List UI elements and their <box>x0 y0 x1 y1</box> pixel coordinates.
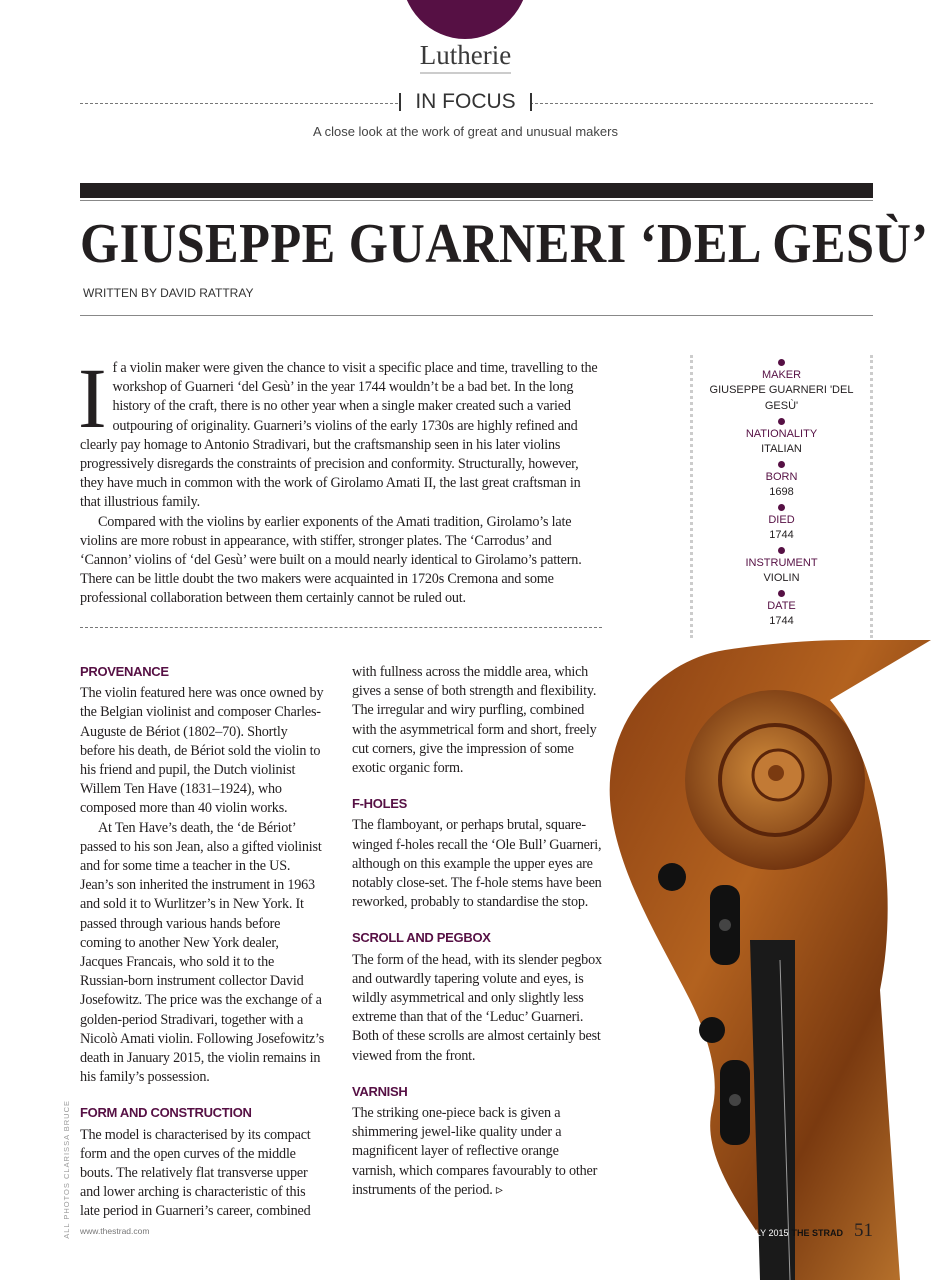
column-1 <box>80 662 324 1222</box>
section-title: Lutherie <box>0 40 931 71</box>
intro-paragraph: Compared with the violins by earlier exponents of the Amati tradition, Girolamo’s late violins are more robust in appearance, with stiffer, stronger plates. The ‘Carrodus’ and ‘Cannon’ violins of ‘del Gesù’ were built on a mould nearly identical to Girolamo’s pattern. There can be little doubt the two makers were acquainted in 1720s Cremona and some professional collaboration between them certainly cannot be ruled out. <box>80 513 582 607</box>
footer-url[interactable]: www.thestrad.com <box>80 1226 150 1236</box>
fact-label: INSTRUMENT <box>745 557 818 569</box>
page-number: 51 <box>854 1220 873 1241</box>
fact-label: MAKER <box>761 369 802 381</box>
fact-label: NATIONALITY <box>745 428 818 440</box>
bullet-icon <box>778 590 785 597</box>
divider <box>80 627 602 628</box>
fact-value: 1744 <box>769 615 794 627</box>
article-title: GIUSEPPE GUARNERI ‘DEL GESÙ’ <box>80 213 929 275</box>
fact-label: BORN <box>765 471 798 483</box>
bullet-icon <box>778 504 785 511</box>
intro <box>78 350 602 609</box>
fact-value: ITALIAN <box>761 443 802 455</box>
paragraph: The form of the head, with its slender pegbox and outwardly tapering volute and eyes, is wildly asymmetrical and only slightly less extreme than that of the ‘Leduc’ Guarneri. Both of these scrolls are almost certainly best viewed from the front. <box>352 951 602 1064</box>
paragraph: The violin featured here was once owned by the Belgian violinist and composer Charles-Auguste de Bériot (1802–70). Shortly before his death, de Bériot sold the violin to his friend and pupil, the Dutch violinist Willem Ten Have (1831–1924), who composed more than 40 violin works. <box>80 685 324 817</box>
fact-value: VIOLIN <box>763 572 800 584</box>
footer-folio <box>745 1220 873 1242</box>
paragraph: with fullness across the middle area, which gives a sense of both strength and flexibility. The irregular and wiry purfling, combined with the asymmetrical form and short, freely cut corners, give the impression of some exotic organic form. <box>352 664 597 777</box>
section-heading: SCROLL AND PEGBOX <box>352 930 491 946</box>
bullet-icon <box>778 359 785 366</box>
drop-cap: I <box>78 350 107 446</box>
divider <box>80 200 873 201</box>
divider <box>80 315 873 316</box>
fact-label: DATE <box>767 600 796 612</box>
fact-box <box>690 355 873 638</box>
bullet-icon <box>778 547 785 554</box>
column-2 <box>352 663 604 1200</box>
bullet-icon <box>778 461 785 468</box>
fact-value: GIUSEPPE GUARNERI 'DEL GESÙ' <box>709 384 854 412</box>
issue-date: JULY 2015 <box>744 1228 789 1238</box>
section-badge <box>401 0 529 39</box>
section-heading: F-HOLES <box>352 796 407 812</box>
paragraph: At Ten Have’s death, the ‘de Bériot’ passed to his son Jean, also a gifted violinist and for some time a teacher in the US. Jean’s son inherited the instrument in 1963 and sold it to Wurlitzer’s in New York. It passed through various hands before coming to another New York dealer, Jacques Francais, who sold it to the Russian-born instrument collector David Josefowitz. The price was the exchange of a golden-period Stradivari, together with a Nicolò Amati violin. Following Josefowitz’s death in January 2015, the violin remains in his family’s possession. <box>80 819 325 1086</box>
kicker: IN FOCUS <box>0 90 931 114</box>
magazine-name: THE STRAD <box>791 1228 843 1238</box>
paragraph: The flamboyant, or perhaps brutal, square-winged f-holes recall the ‘Ole Bull’ Guarneri, although on this example the upper eyes are notably close-set. The f-hole stems have been reworked, probably to standardise the stop. <box>352 817 602 911</box>
fact-value: 1698 <box>769 486 794 498</box>
section-heading: FORM AND CONSTRUCTION <box>80 1105 252 1121</box>
violin-scroll-photo <box>600 640 931 1280</box>
byline: WRITTEN BY DAVID RATTRAY <box>83 286 254 300</box>
fact-label: DIED <box>768 514 795 526</box>
section-heading: VARNISH <box>352 1083 408 1099</box>
photo-credit: ALL PHOTOS CLARISSA BRUCE <box>62 1100 71 1239</box>
paragraph: The model is characterised by its compact form and the open curves of the middle bouts. The relatively flat transverse upper and lower arching is characteristic of this late period in Guarneri’s career, combined <box>80 1126 311 1220</box>
bullet-icon <box>778 418 785 425</box>
title-bar <box>80 183 873 198</box>
fact-value: 1744 <box>769 529 794 541</box>
section-heading: PROVENANCE <box>80 664 169 679</box>
subtitle: A close look at the work of great and unusual makers <box>313 124 618 139</box>
paragraph: The striking one-piece back is given a shimmering jewel-like quality under a magnificent layer of reflective orange varnish, which compares favourably to other instruments of the period. ▹ <box>352 1105 598 1198</box>
intro-paragraph: f a violin maker were given the chance to visit a specific place and time, travelling to the workshop of Guarneri ‘del Gesù’ in the year 1744 wouldn’t be a bad bet. In the long history of the craft, there is no other year when a single maker created such a varied outpouring of originality. Guarneri’s violins of the early 1730s are highly refined and clearly pay homage to Antonio Stradivari, but the craftsmanship seen in his later violins progressively disregards the constraints of precision and conformity. Structurally, however, they have much in common with the work of Girolamo Amati II, the last great craftsman in that illustrious family. <box>80 360 598 511</box>
